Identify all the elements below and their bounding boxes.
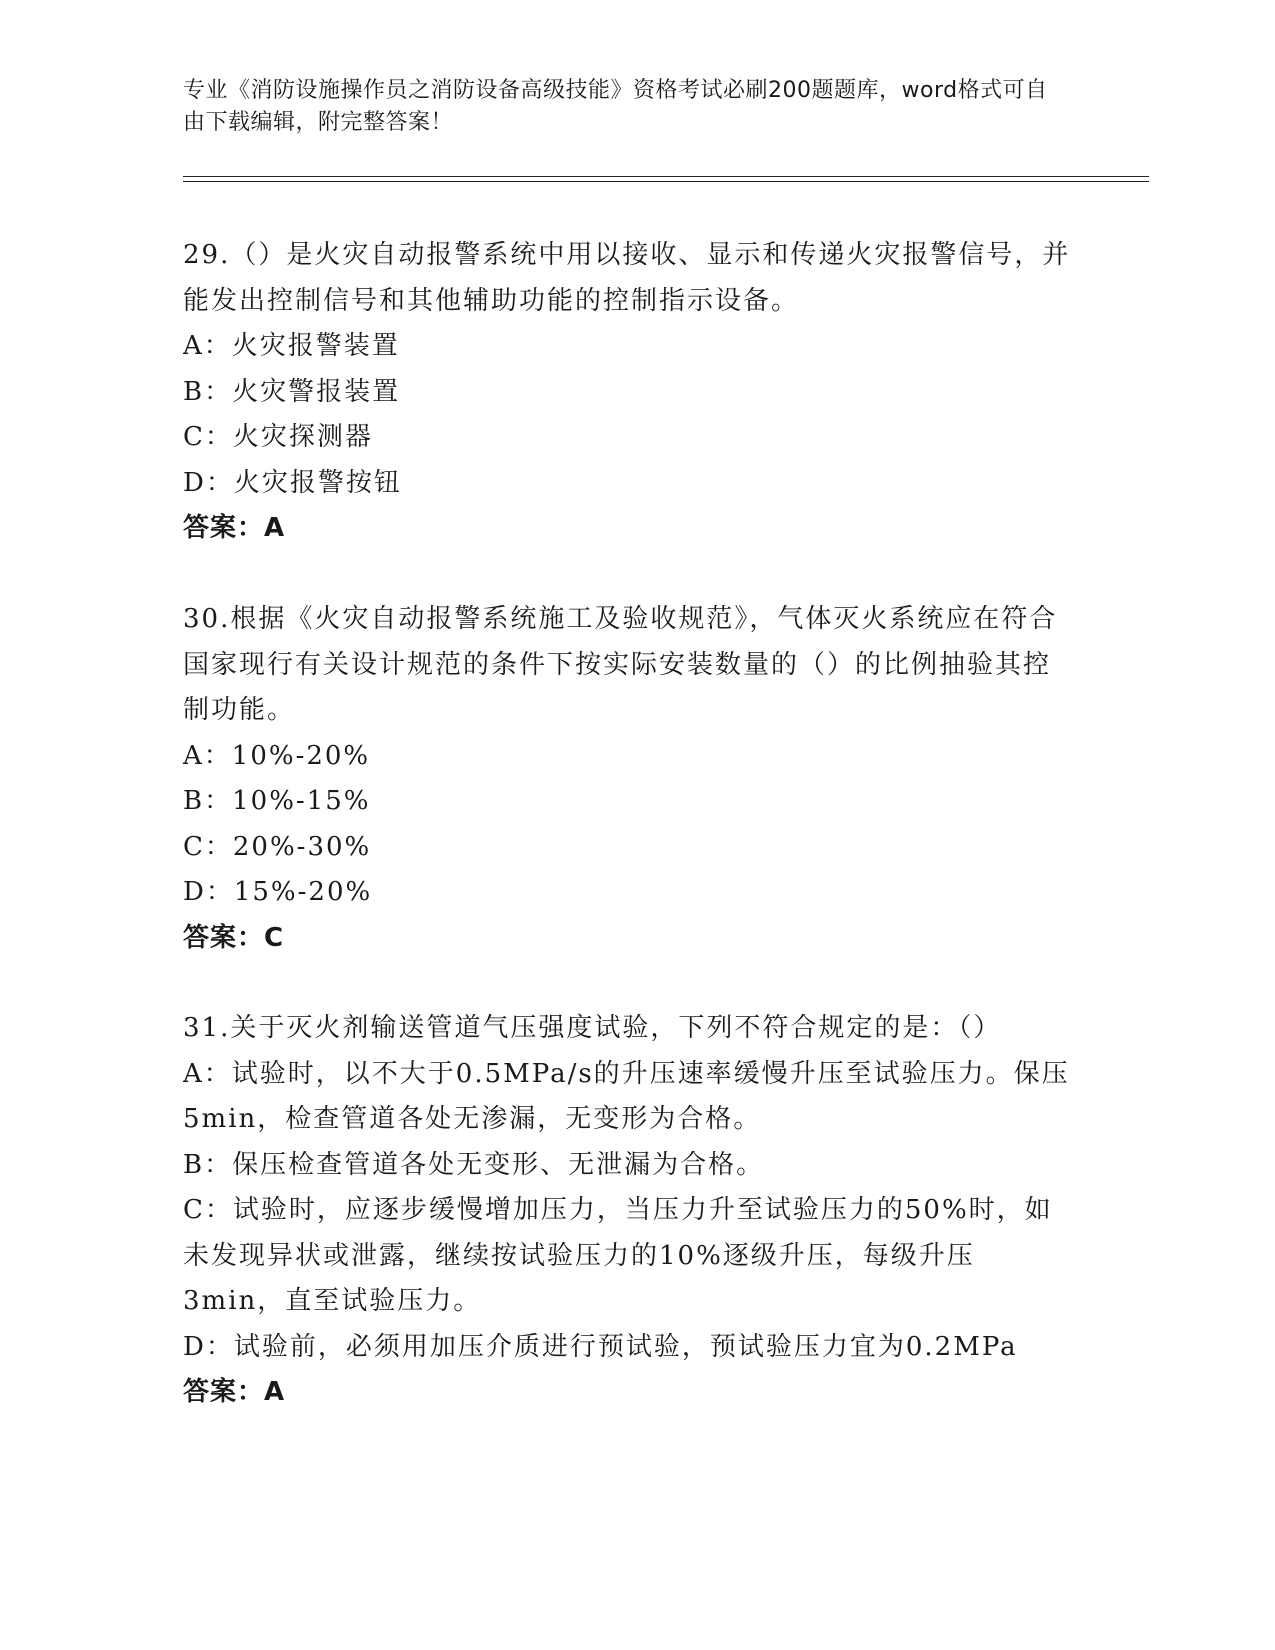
option-d: D：火灾报警按钮 [183,467,402,498]
option-b: B：10%-15% [183,786,371,816]
question-30 [183,597,1073,961]
option-a: A：火灾报警装置 [183,331,400,361]
option-a: A：10%-20% [183,740,371,771]
header-divider-top [183,176,1149,177]
option-b: B：保压检查管道各处无变形、无泄漏为合格。 [183,1149,765,1180]
answer: 答案：C [183,922,285,953]
header-divider-bottom [183,181,1149,182]
option-a: A：试验时，以不大于0.5MPa/s的升压速率缓慢升压至试验压力。保压5min，检查管道各处无渗漏，无变形为合格。 [183,1058,1070,1134]
option-c: C：试验时，应逐步缓慢增加压力，当压力升至试验压力的50%时，如未发现异状或泄露，继续按试验压力的10%逐级升压，每级升压3min，直至试验压力。 [183,1195,1053,1316]
question-stem: 29.（）是火灾自动报警系统中用以接收、显示和传递火灾报警信号，并能发出控制信号和其他辅助功能的控制指示设备。 [183,240,1071,316]
answer: 答案：A [183,513,286,543]
option-b: B：火灾警报装置 [183,376,401,407]
question-stem: 30.根据《火灾自动报警系统施工及验收规范》，气体灭火系统应在符合国家现行有关设计规范的条件下按实际安装数量的（）的比例抽验其控制功能。 [183,604,1058,725]
option-d: D：试验前，必须用加压介质进行预试验，预试验压力宜为0.2MPa [183,1331,1018,1362]
answer: 答案：A [183,1377,286,1407]
question-stem: 31.关于灭火剂输送管道气压强度试验，下列不符合规定的是：（） [183,1013,1002,1043]
question-29 [183,233,1073,552]
question-31 [183,1006,1073,1416]
option-d: D：15%-20% [183,877,373,907]
option-c: C：20%-30% [183,831,372,862]
document-header: 专业《消防设施操作员之消防设备高级技能》资格考试必刷200题题库，word格式可自由下载编辑，附完整答案！ [183,78,1048,135]
option-c: C：火灾探测器 [183,422,373,452]
